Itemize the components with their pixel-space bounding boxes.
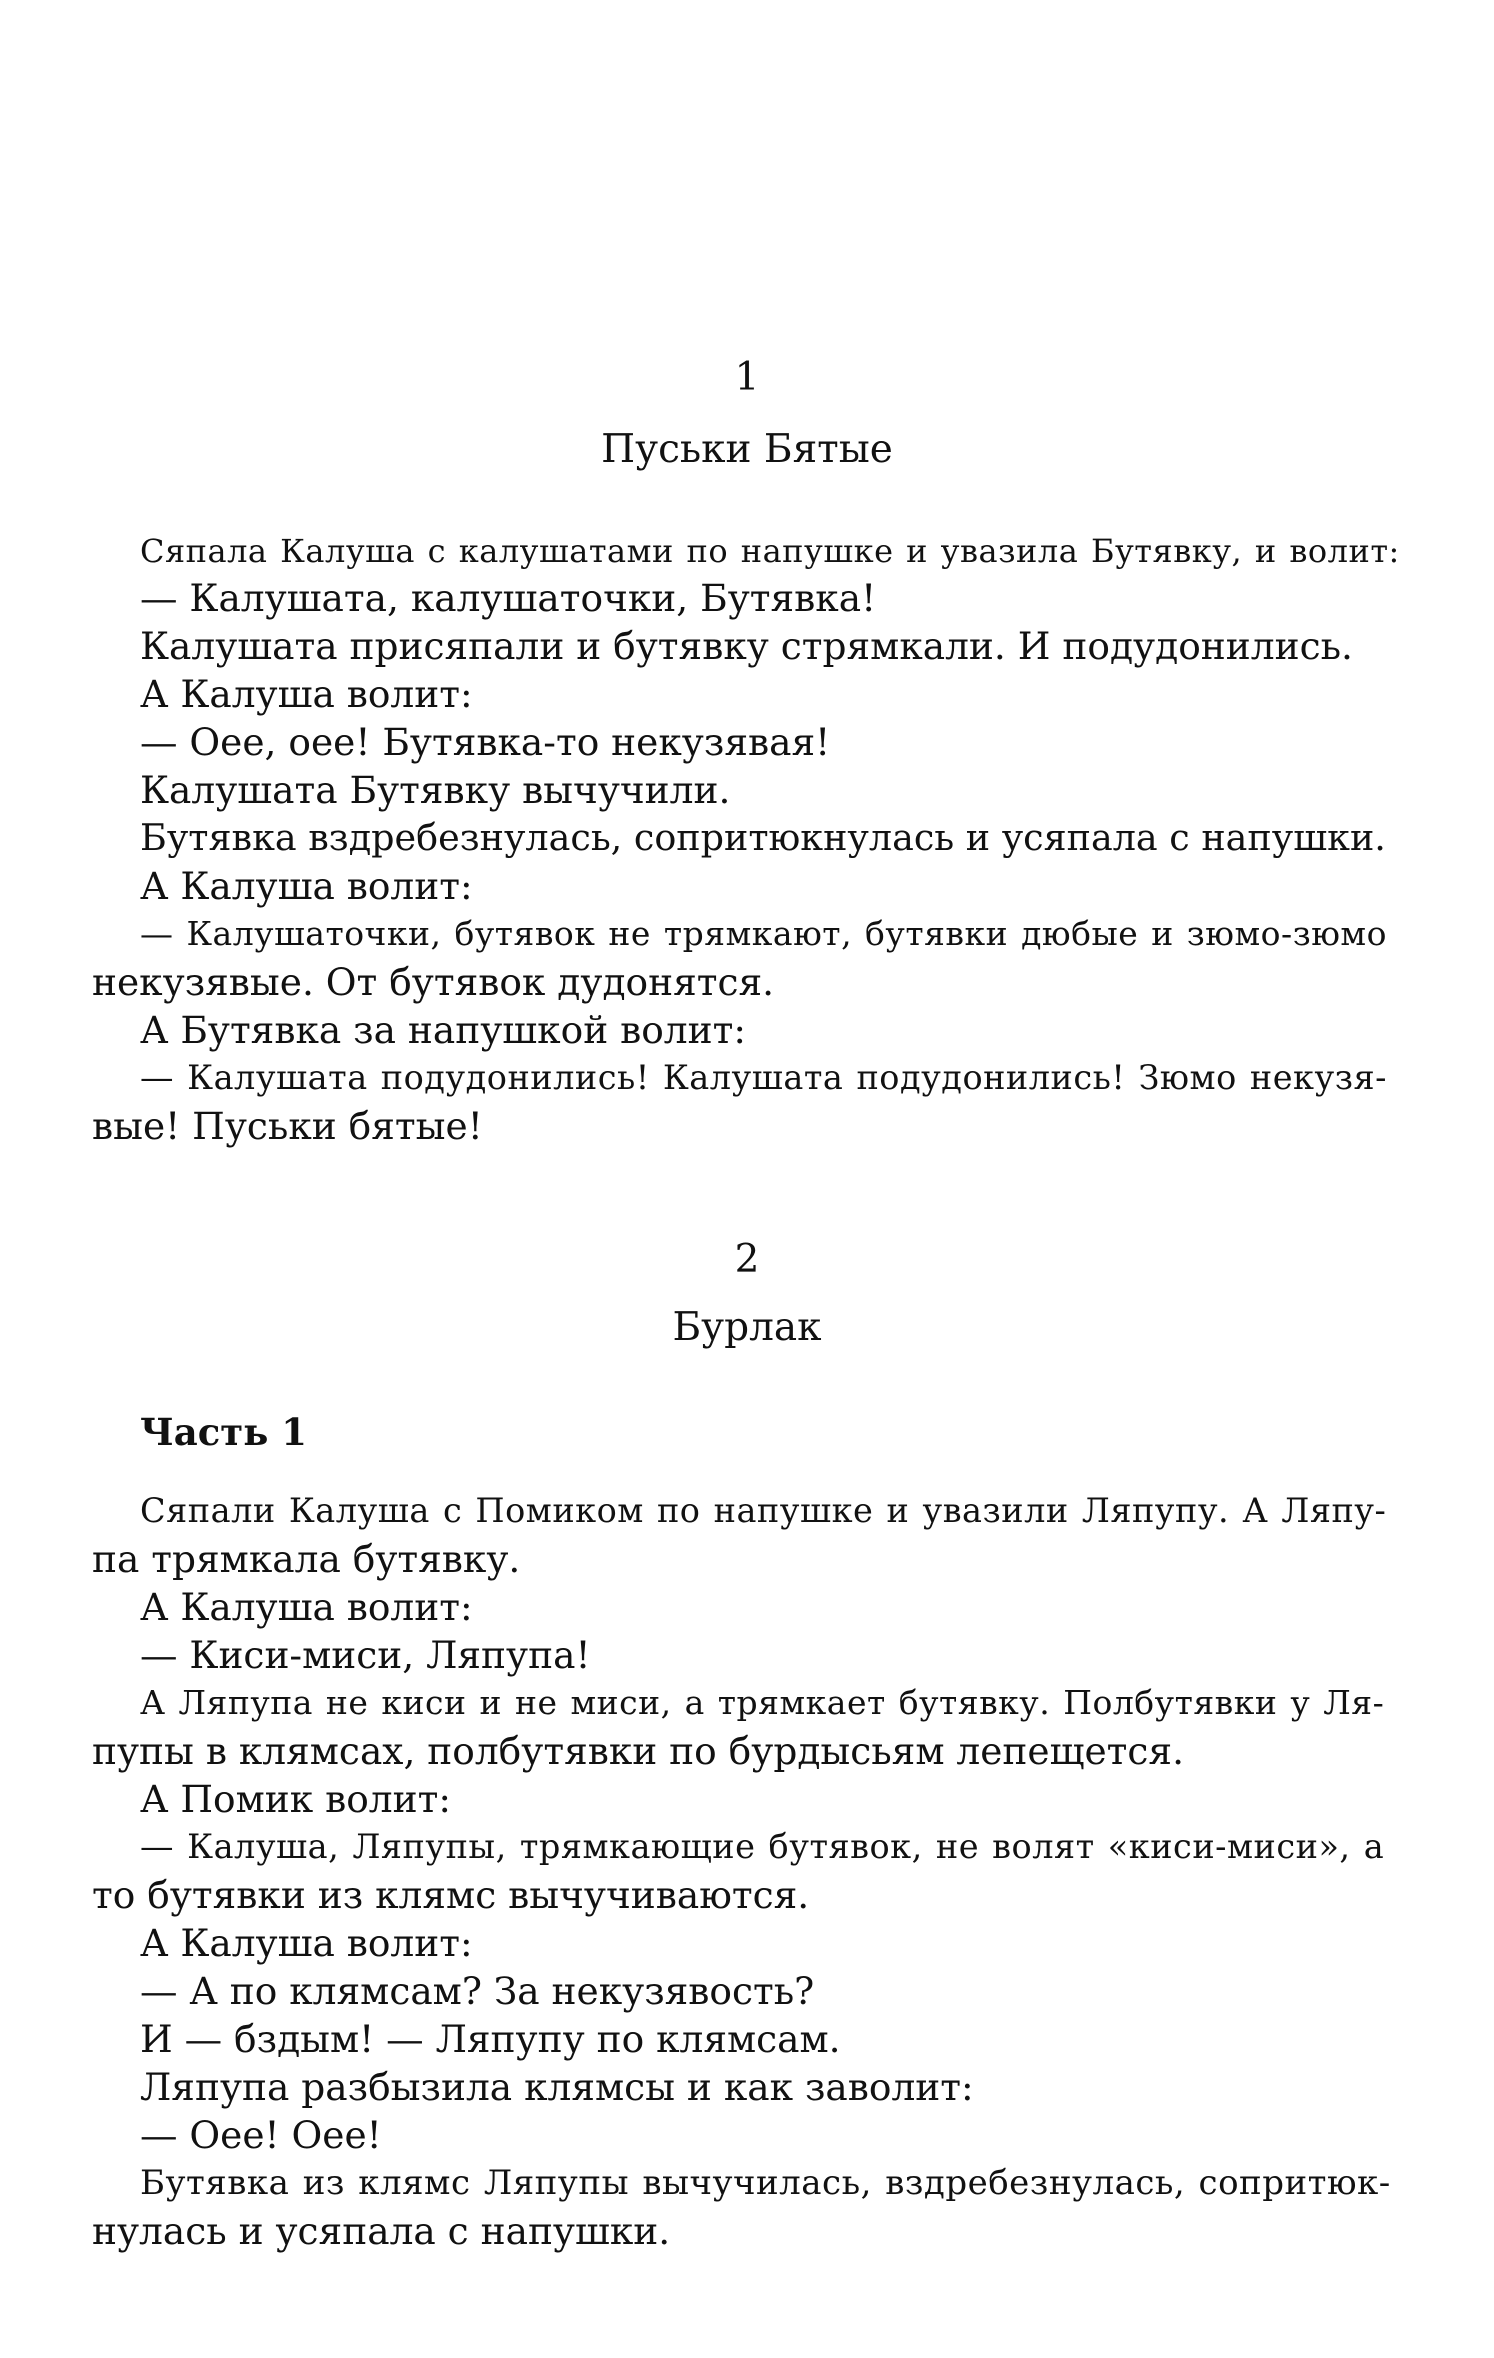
chapter-1-line: — Калушата подудонились! Калушата подудонились! Зюмо некузя- xyxy=(140,1058,1387,1097)
chapter-2-line: — Киси-миси, Ляпупа! xyxy=(140,1633,591,1677)
chapter-2-line: пупы в клямсах, полбутявки по бурдысьям лепещется. xyxy=(92,1729,1185,1773)
chapter-2-title: Бурлак xyxy=(672,1305,822,1350)
chapter-1-line: Калушата присяпали и бутявку стрямкали. И подудонились. xyxy=(140,624,1353,668)
chapter-1-line: — Оее, оее! Бутявка-то некузявая! xyxy=(140,720,831,764)
chapter-1-line: вые! Пуськи бятые! xyxy=(92,1104,483,1148)
chapter-1-line: А Бутявка за напушкой волит: xyxy=(140,1008,746,1052)
chapter-1-line: Калушата Бутявку вычучили. xyxy=(140,768,731,812)
part-heading: Часть 1 xyxy=(140,1410,307,1454)
chapter-1-line: Бутявка вздребезнулась, сопритюкнулась и усяпала с напушки. xyxy=(140,816,1386,859)
chapter-2-line: — А по клямсам? За некузявость? xyxy=(140,1969,815,2013)
chapter-1-line: — Калушаточки, бутявок не трямкают, бутявки дюбые и зюмо-зюмо xyxy=(140,914,1387,953)
chapter-1-line: Сяпала Калуша с калушатами по напушке и увазила Бутявку, и волит: xyxy=(140,532,1400,570)
chapter-2-number: 2 xyxy=(734,1237,760,1282)
chapter-2-line: Сяпали Калуша с Помиком по напушке и увазили Ляпупу. А Ляпу- xyxy=(140,1491,1387,1530)
chapter-1-line: — Калушата, калушаточки, Бутявка! xyxy=(140,576,877,620)
chapter-2-line: А Помик волит: xyxy=(140,1777,452,1821)
chapter-1-number: 1 xyxy=(734,355,760,400)
chapter-2-line: Ляпупа разбызила клямсы и как заволит: xyxy=(140,2065,974,2109)
chapter-2-line: па трямкала бутявку. xyxy=(92,1537,521,1581)
chapter-2-line: — Оее! Оее! xyxy=(140,2113,382,2157)
chapter-1-line: некузявые. От бутявок дудонятся. xyxy=(92,960,775,1004)
chapter-2-line: то бутявки из клямс вычучиваются. xyxy=(92,1873,810,1917)
chapter-2-line: Бутявка из клямс Ляпупы вычучилась, вздребезнулась, сопритюк- xyxy=(140,2163,1391,2203)
chapter-2-line: А Калуша волит: xyxy=(140,1585,473,1629)
chapter-2-line: А Ляпупа не киси и не миси, а трямкает бутявку. Полбутявки у Ля- xyxy=(140,1683,1385,1722)
chapter-2-line: нулась и усяпала с напушки. xyxy=(92,2209,671,2253)
chapter-2-line: И — бздым! — Ляпупу по клямсам. xyxy=(140,2017,841,2061)
chapter-1-line: А Калуша волит: xyxy=(140,672,473,716)
chapter-1-title: Пуськи Бятые xyxy=(601,427,893,472)
chapter-2-line: А Калуша волит: xyxy=(140,1921,473,1965)
chapter-2-line: — Калуша, Ляпупы, трямкающие бутявок, не волят «киси-миси», а xyxy=(140,1827,1385,1866)
chapter-1-line: А Калуша волит: xyxy=(140,864,473,908)
